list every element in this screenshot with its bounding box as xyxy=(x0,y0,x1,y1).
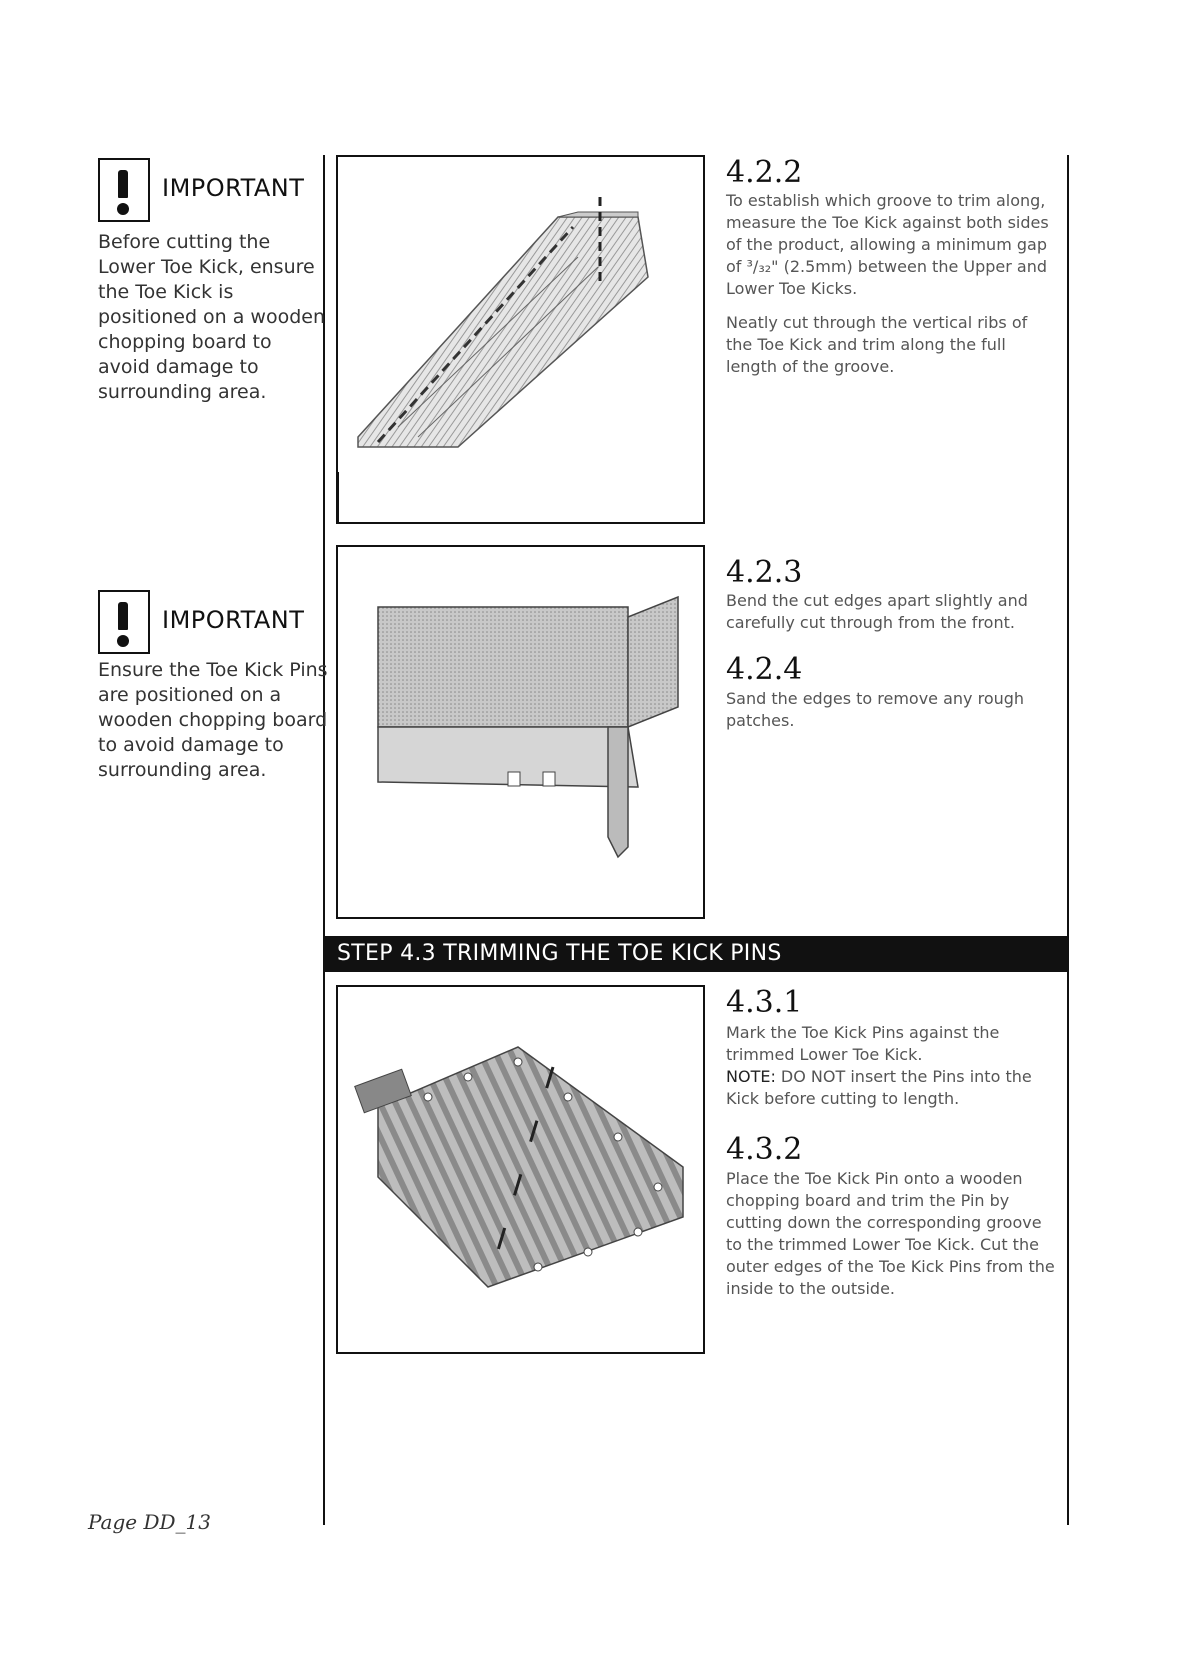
note-label: NOTE: xyxy=(726,1067,776,1086)
important-title-1: IMPORTANT xyxy=(162,174,305,202)
divider-right xyxy=(1067,155,1069,1525)
step-heading-bar: STEP 4.3 TRIMMING THE TOE KICK PINS xyxy=(323,936,1069,972)
section-text-4-2-4: Sand the edges to remove any rough patches. xyxy=(726,689,1025,730)
section-paragraph: Neatly cut through the vertical ribs of the Toe Kick and trim along the full length of the groove. xyxy=(726,313,1028,376)
section-text-4-3-1 xyxy=(726,1022,1056,1110)
section-paragraph: To establish which groove to trim along, measure the Toe Kick against both sides of the product, allowing a minimum gap of ³/₃₂" (2.5mm) between the Upper and Lower Toe Kicks. xyxy=(726,191,1049,298)
exclamation-icon xyxy=(98,590,150,654)
section-paragraph: Mark the Toe Kick Pins against the trimmed Lower Toe Kick. xyxy=(726,1023,1000,1064)
important-text-1: Before cutting the Lower Toe Kick, ensure the Toe Kick is positioned on a wooden chopping board to avoid damage to surrounding area. xyxy=(98,231,326,403)
figure-toe-kick-groove xyxy=(336,155,705,524)
section-number-4-3-1: 4.3.1 xyxy=(726,985,803,1020)
note-text: DO NOT insert the Pins into the Kick before cutting to length. xyxy=(726,1067,1032,1108)
section-number-4-2-2: 4.2.2 xyxy=(726,155,803,190)
section-number-4-3-2: 4.3.2 xyxy=(726,1132,803,1167)
figure-toe-kick-pin xyxy=(336,985,705,1354)
exclamation-icon xyxy=(98,158,150,222)
section-text-4-2-2 xyxy=(726,190,1056,390)
section-number-4-2-4: 4.2.4 xyxy=(726,652,803,687)
important-text-2: Ensure the Toe Kick Pins are positioned on a wooden chopping board to avoid damage to surrounding area. xyxy=(98,659,328,781)
section-text-4-3-2: Place the Toe Kick Pin onto a wooden chopping board and trim the Pin by cutting down the corresponding groove to the trimmed Lower Toe Kick. Cut the outer edges of the Toe Kick Pins from the inside to the outside. xyxy=(726,1169,1055,1298)
figure-cut-edges xyxy=(336,545,705,919)
page-number: Page DD_13 xyxy=(88,1510,211,1534)
important-title-2: IMPORTANT xyxy=(162,606,305,634)
section-number-4-2-3: 4.2.3 xyxy=(726,555,803,590)
section-text-4-2-3: Bend the cut edges apart slightly and carefully cut through from the front. xyxy=(726,591,1028,632)
